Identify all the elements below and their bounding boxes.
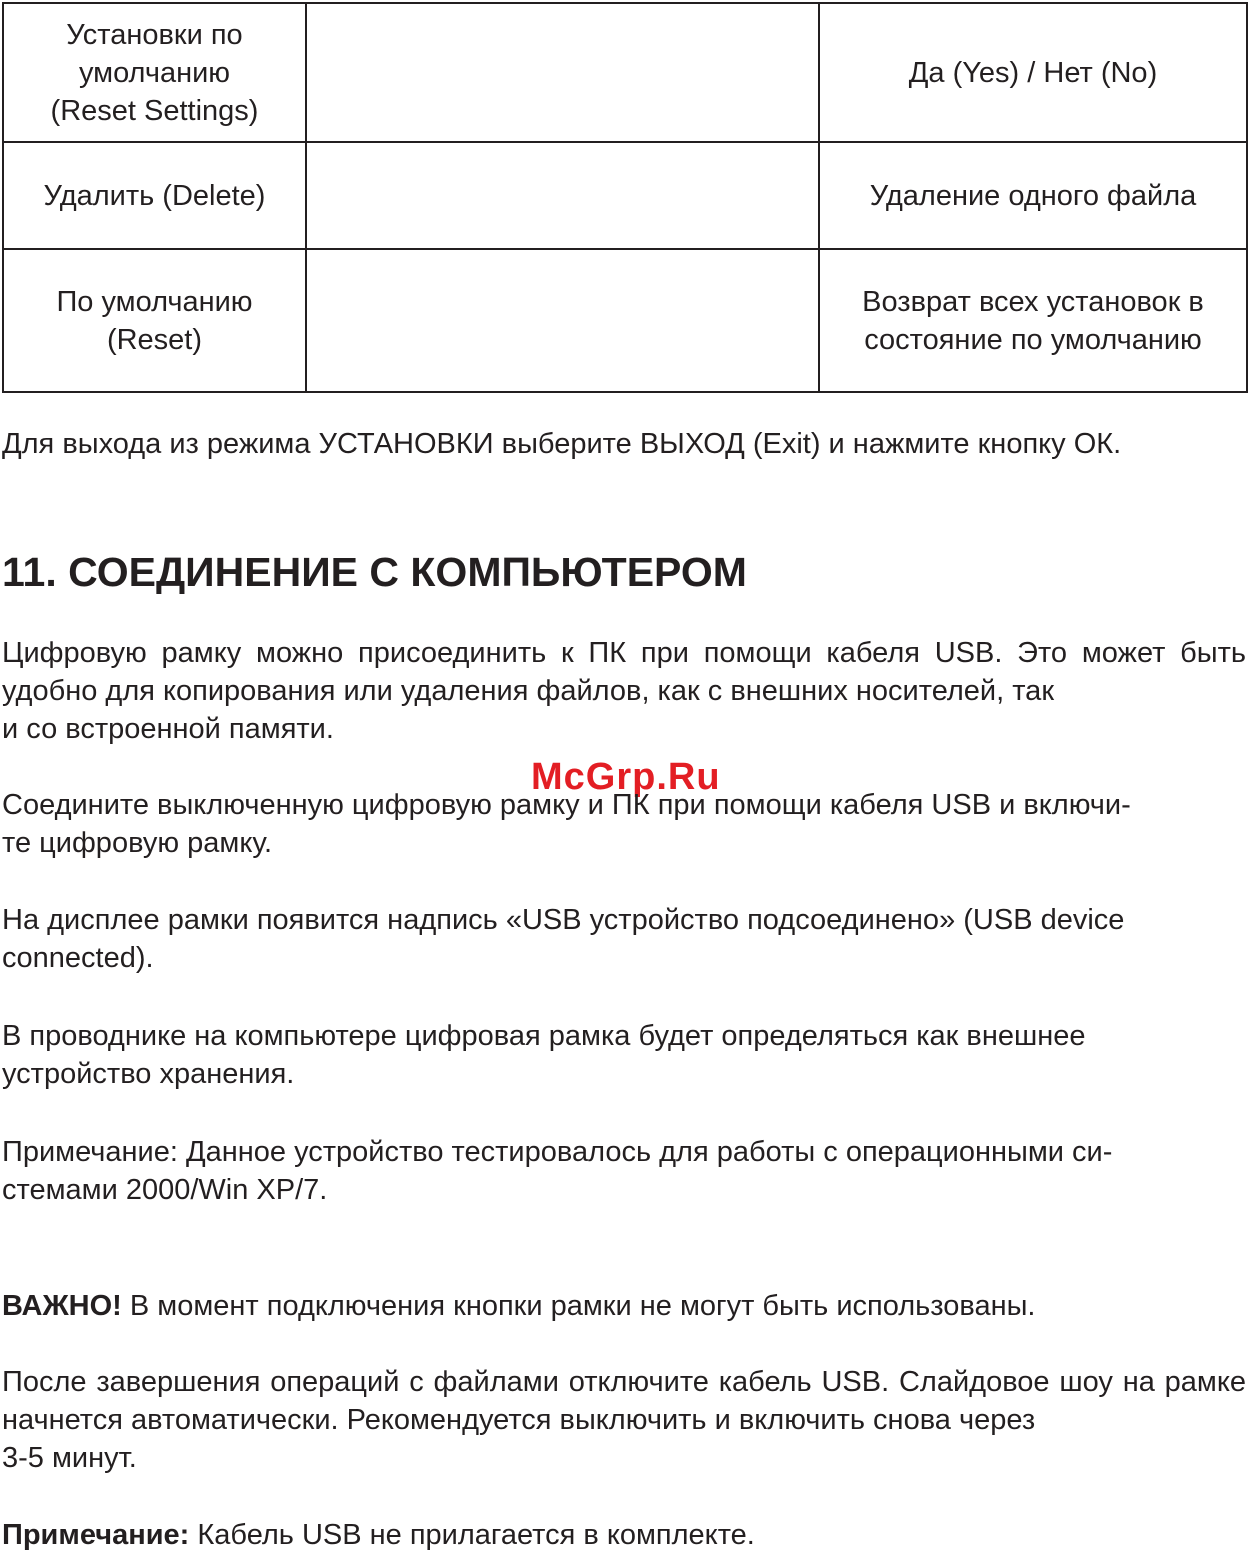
- important-label: ВАЖНО!: [2, 1290, 122, 1322]
- settings-table: [2, 2, 1248, 393]
- table-row: [3, 249, 1247, 392]
- table-row: [3, 3, 1247, 142]
- setting-name: По умолчанию (Reset): [3, 249, 306, 392]
- setting-name: Удалить (Delete): [3, 142, 306, 249]
- watermark-logo: McGrp.Ru: [531, 756, 721, 798]
- setting-value: [306, 3, 819, 142]
- setting-value: [306, 249, 819, 392]
- paragraph-os-note: Примечание: Данное устройство тестировалось для работы с операционными си- стемами 2000/Win XP/7.: [2, 1136, 1113, 1206]
- setting-description: Возврат всех установок в состояние по умолчанию: [819, 249, 1247, 392]
- setting-value: [306, 142, 819, 249]
- note-label: Примечание:: [2, 1519, 190, 1551]
- setting-name: Установки по умолчанию (Reset Settings): [3, 3, 306, 142]
- paragraph-usb-connect: Цифровую рамку можно присоединить к ПК при помощи кабеля USB. Это может быть удобно для копирования или удаления файлов, как с внешних носителей, так и со встроенной памяти.: [2, 637, 1246, 745]
- important-note: ВАЖНО! В момент подключения кнопки рамки не могут быть использованы.: [2, 1290, 1036, 1322]
- paragraph-connect-steps: Соедините выключенную цифровую рамку и ПК при помощи кабеля USB и включи- те цифровую рамку.: [2, 789, 1131, 859]
- cable-note: Примечание: Кабель USB не прилагается в комплекте.: [2, 1519, 755, 1551]
- exit-instruction: Для выхода из режима УСТАНОВКИ выберите ВЫХОД (Exit) и нажмите кнопку ОК.: [2, 428, 1122, 460]
- paragraph-explorer: В проводнике на компьютере цифровая рамка будет определяться как внешнее устройство хранения.: [2, 1020, 1086, 1090]
- table-row: [3, 142, 1247, 249]
- section-title: 11. СОЕДИНЕНИЕ С КОМПЬЮТЕРОМ: [2, 549, 747, 595]
- paragraph-after-operations: После завершения операций с файлами отключите кабель USB. Слайдовое шоу на рамке начнется автоматически. Рекомендуется выключить и включить снова через 3-5 минут.: [2, 1366, 1246, 1474]
- paragraph-display-message: На дисплее рамки появится надпись «USB устройство подсоединено» (USB device connected).: [2, 904, 1125, 974]
- setting-description: Да (Yes) / Нет (No): [819, 3, 1247, 142]
- setting-description: Удаление одного файла: [819, 142, 1247, 249]
